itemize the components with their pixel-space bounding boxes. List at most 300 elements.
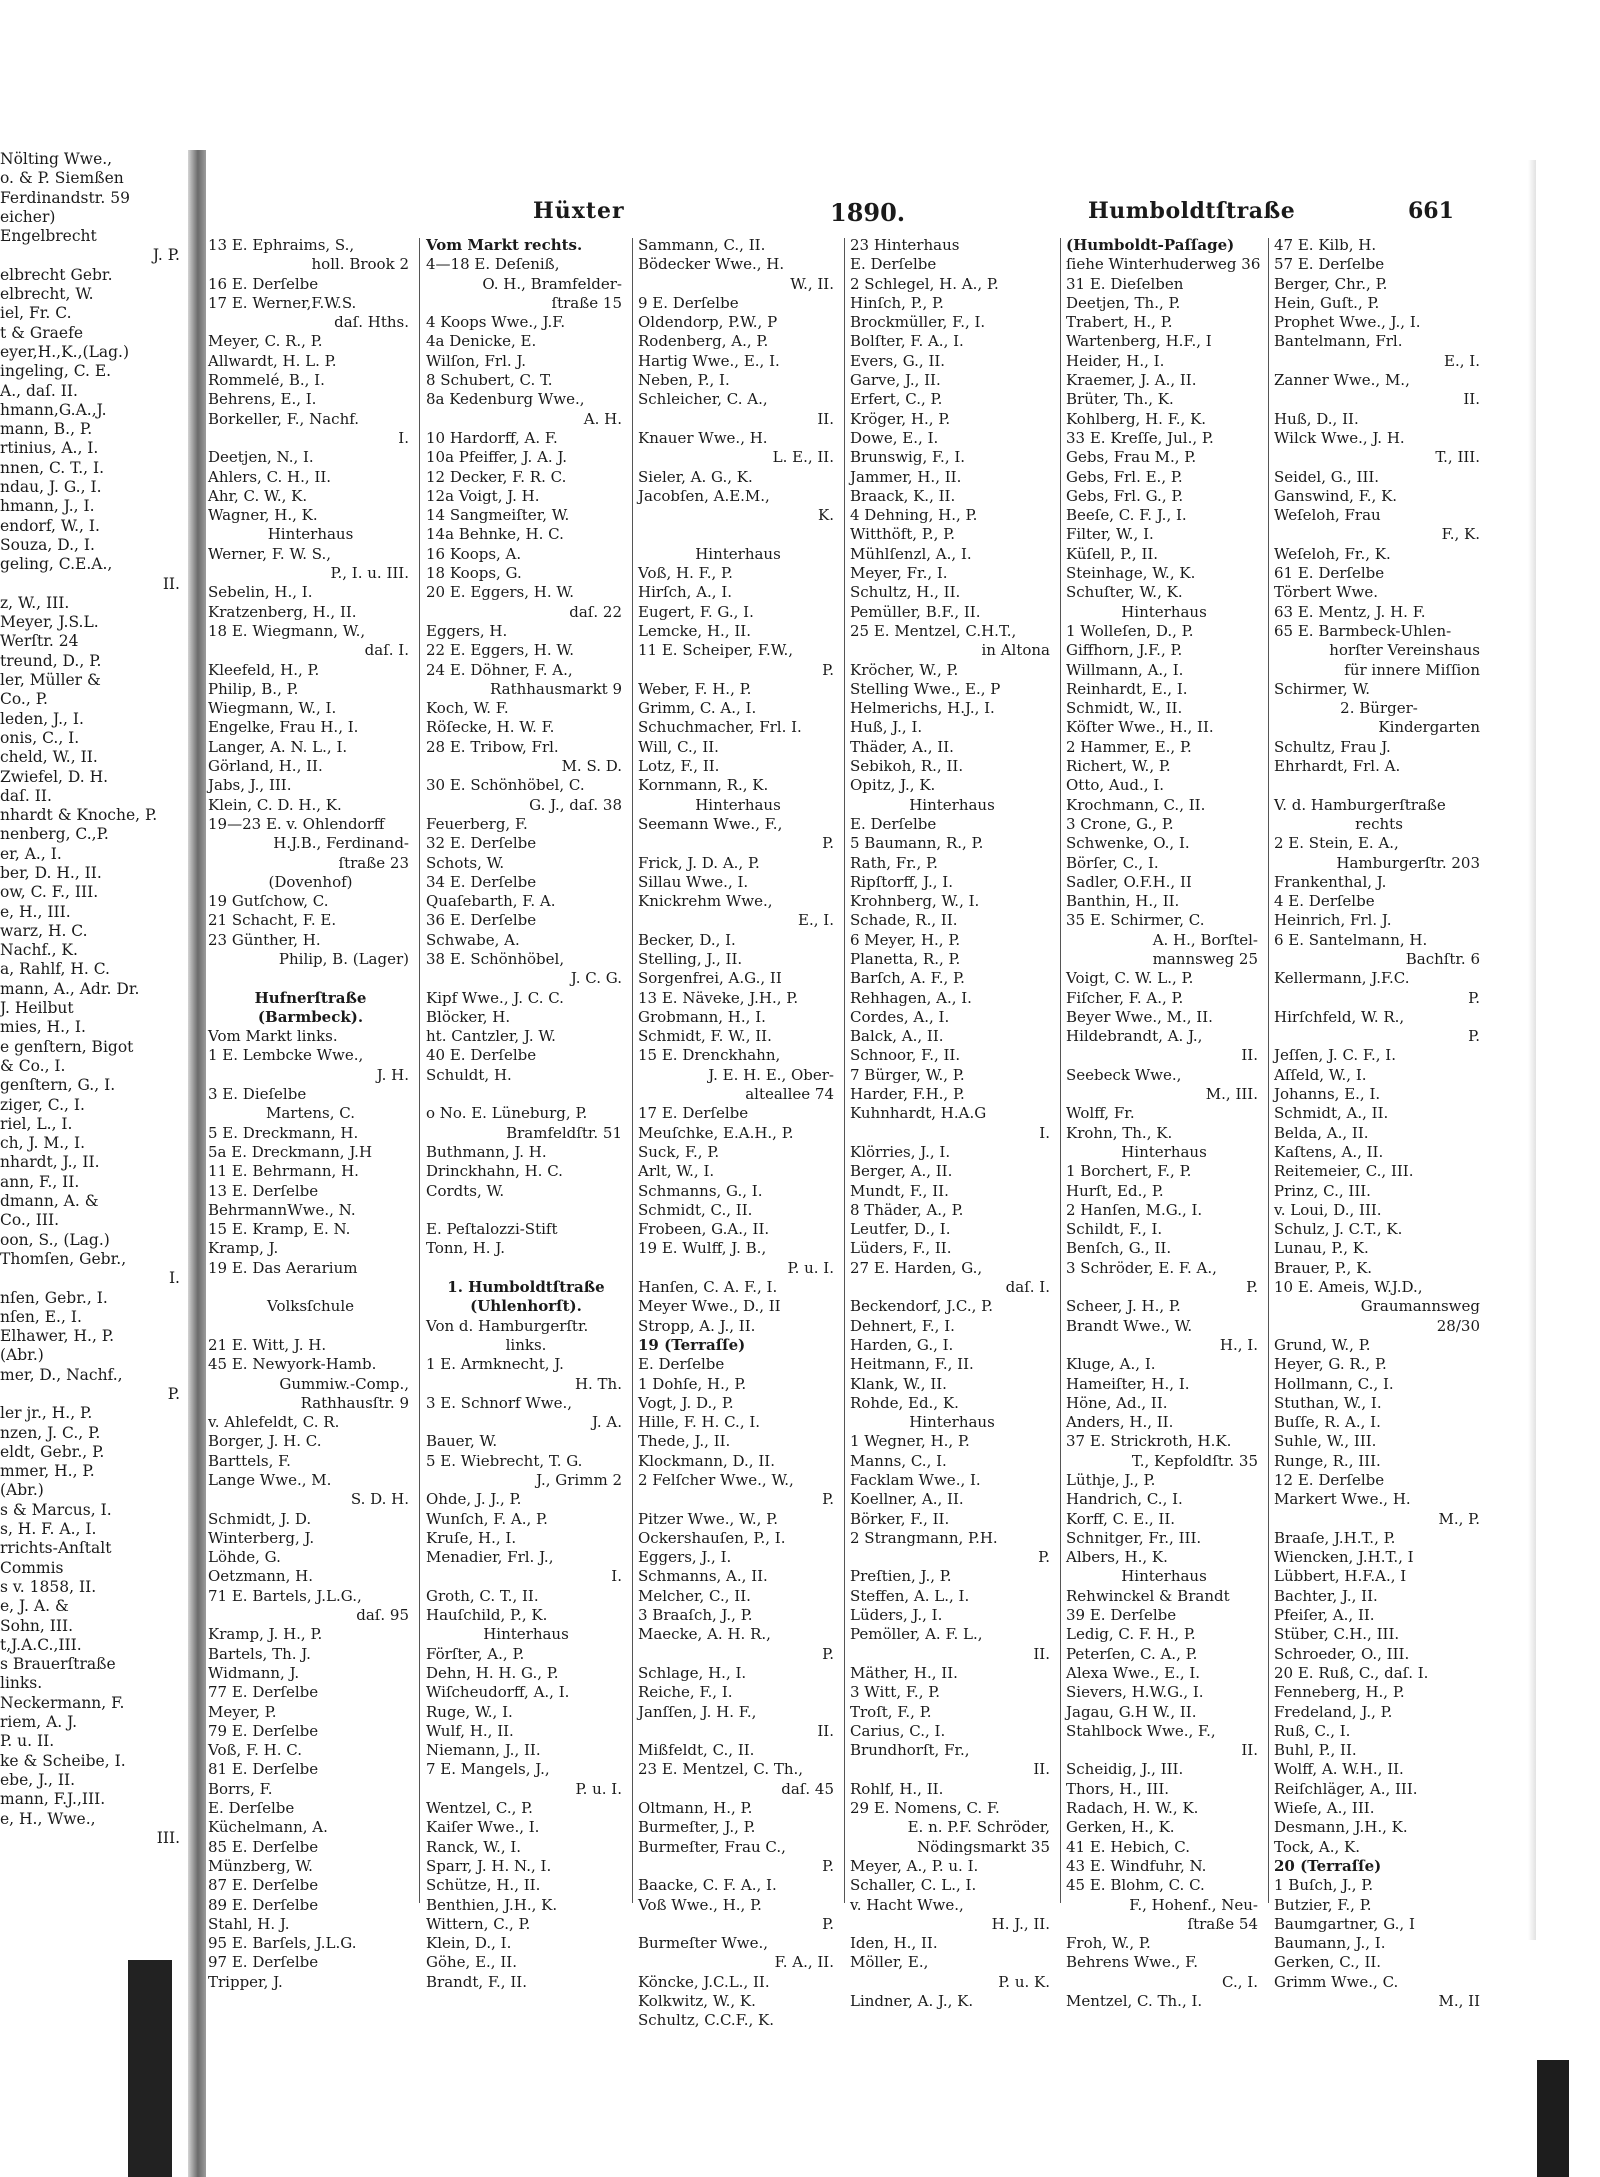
directory-entry-line: Preſtien, J., P. xyxy=(850,1567,952,1586)
directory-entry-line: 18 E. Wiegmann, W., xyxy=(208,621,366,640)
directory-entry-line: 13 E. Ephraims, S., xyxy=(208,236,355,254)
directory-entry-line: 5 Baumann, R., P. xyxy=(850,834,984,853)
header-left-street: Hüxter xyxy=(533,198,625,224)
directory-entry-line: Wolff, A. W.H., II. xyxy=(1274,1760,1404,1779)
directory-entry-line: Küchelmann, A. xyxy=(208,1818,328,1837)
directory-entry-line: T., III. xyxy=(1435,448,1480,467)
directory-entry-line: 61 E. Derſelbe xyxy=(1274,564,1385,583)
directory-entry-line: Filter, W., I. xyxy=(1066,525,1154,544)
directory-entry-line: Sammann, C., II. xyxy=(638,236,766,254)
directory-entry-line: Lindner, A. J., K. xyxy=(850,1992,974,2011)
directory-entry-line: 2 Hammer, E., P. xyxy=(1066,737,1192,756)
directory-entry-line: Buſſe, R. A., I. xyxy=(1274,1413,1381,1432)
directory-entry-line: Willmann, A., I. xyxy=(1066,660,1184,679)
directory-entry-line: 17 E. Werner,F.W.S. xyxy=(208,293,357,312)
directory-entry-line: Ruge, W., I. xyxy=(426,1702,513,1721)
facing-page-line: ebe, J., II. xyxy=(0,1770,76,1789)
directory-entry-line: Ledig, C. F. H., P. xyxy=(1066,1625,1196,1644)
directory-entry-line: 23 Hinterhaus xyxy=(850,236,960,254)
directory-entry-line: 14a Behnke, H. C. xyxy=(426,525,564,544)
directory-entry-line: Blöcker, H. xyxy=(426,1007,511,1026)
directory-entry-line: Frobeen, G.A., II. xyxy=(638,1220,770,1239)
directory-entry-line: 6 Meyer, H., P. xyxy=(850,930,961,949)
directory-entry-line: Frankenthal, J. xyxy=(1274,872,1387,891)
facing-page-line: s & Marcus, I. xyxy=(0,1500,112,1519)
directory-entry-line: Stahlbock Wwe., F., xyxy=(1066,1721,1216,1740)
facing-page-line: o. & P. Siemßen xyxy=(0,169,124,188)
directory-entry-line: Lüders, J., I. xyxy=(850,1606,943,1625)
directory-entry-line: Beckendorf, J.C., P. xyxy=(850,1297,993,1316)
directory-entry-line: Berger, Chr., P. xyxy=(1274,274,1388,293)
facing-page-line: nhardt, J., II. xyxy=(0,1153,100,1172)
directory-entry-line: Burmeſter, J., P. xyxy=(638,1818,756,1837)
directory-entry-line: Hanſen, C. A. F., I. xyxy=(638,1278,778,1297)
directory-entry-line xyxy=(1274,776,1484,795)
directory-entry-line: 77 E. Derſelbe xyxy=(208,1683,319,1702)
directory-entry-line: 28/30 xyxy=(1436,1316,1480,1335)
directory-entry-line: Kramp, J. xyxy=(208,1239,279,1258)
directory-entry-line: Maecke, A. H. R., xyxy=(638,1625,771,1644)
directory-entry-line: 1 Buſch, J., P. xyxy=(1274,1876,1374,1895)
facing-page-line: t & Graefe xyxy=(0,323,83,342)
directory-entry-line: ht. Cantzler, J. W. xyxy=(426,1027,556,1046)
directory-entry-line: Anders, H., II. xyxy=(1066,1413,1174,1432)
directory-entry-line: Steinhage, W., K. xyxy=(1066,564,1196,583)
directory-entry-line: 3 E. Schnorf Wwe., xyxy=(426,1393,572,1412)
facing-page-line: ber, D. H., II. xyxy=(0,863,102,882)
directory-entry-line: Sebelin, H., I. xyxy=(208,583,313,602)
facing-page-line: mann, B., P. xyxy=(0,420,93,439)
directory-entry-line: 27 E. Harden, G., xyxy=(850,1258,983,1277)
directory-entry-line: Planetta, R., P. xyxy=(850,949,961,968)
facing-page-line: II. xyxy=(162,574,180,593)
directory-entry-line: Allwardt, H. L. P. xyxy=(208,351,337,370)
directory-entry-line: P. u. I. xyxy=(575,1779,622,1798)
directory-entry-line: Rohlf, H., II. xyxy=(850,1779,944,1798)
facing-page-line: ch, J. M., I. xyxy=(0,1134,86,1153)
directory-entry-line: P., I. u. III. xyxy=(330,564,409,583)
directory-entry-line: Kramp, J. H., P. xyxy=(208,1625,323,1644)
facing-page-line: onis, C., I. xyxy=(0,728,80,747)
directory-entry-line: Bantelmann, Frl. xyxy=(1274,332,1403,351)
directory-entry-line: Tripper, J. xyxy=(208,1972,283,1991)
directory-entry-line: Seidel, G., III. xyxy=(1274,467,1380,486)
directory-entry-line: Jeſſen, J. C. F., I. xyxy=(1274,1046,1396,1065)
directory-entry-line: 8a Kedenburg Wwe., xyxy=(426,390,585,409)
directory-entry-line: P. xyxy=(1468,1027,1480,1046)
directory-entry-line: 3 E. Dieſelbe xyxy=(208,1085,307,1104)
facing-page-line: leden, J., I. xyxy=(0,709,84,728)
directory-entry-line: Rohde, Ed., K. xyxy=(850,1393,959,1412)
directory-entry-line: Hildebrandt, A. J., xyxy=(1066,1027,1203,1046)
directory-entry-line: daſ. 22 xyxy=(569,602,622,621)
binding-strip xyxy=(128,1960,172,2177)
directory-entry-line: 12 Decker, F. R. C. xyxy=(426,467,567,486)
directory-entry-line: Pitzer Wwe., W., P. xyxy=(638,1509,778,1528)
directory-entry-line: Ohde, J. J., P. xyxy=(426,1490,522,1509)
facing-page-line: Neckermann, F. xyxy=(0,1693,125,1712)
directory-entry-line: A. H., Borſtel- xyxy=(1152,930,1258,949)
directory-entry-line: Desmann, J.H., K. xyxy=(1274,1818,1408,1837)
column-divider xyxy=(1268,238,1269,1903)
directory-entry-line: Schnoor, F., II. xyxy=(850,1046,961,1065)
directory-entry-line: Reinhardt, E., I. xyxy=(1066,679,1188,698)
directory-entry-line: Widmann, J. xyxy=(208,1663,300,1682)
directory-entry-line: Klein, C. D. H., K. xyxy=(208,795,342,814)
directory-entry-line: Dehnert, F., I. xyxy=(850,1316,955,1335)
directory-entry-line: J. H. xyxy=(376,1065,409,1084)
directory-entry-line: Handrich, C., I. xyxy=(1066,1490,1183,1509)
directory-entry-line: Brauer, P., K. xyxy=(1274,1258,1373,1277)
directory-entry-line: Hirſchfeld, W. R., xyxy=(1274,1007,1405,1026)
directory-entry-line: I. xyxy=(611,1567,622,1586)
directory-entry-line: ſtraße 23 xyxy=(338,853,409,872)
facing-page-line: nnen, C. T., I. xyxy=(0,458,105,477)
directory-entry-line: Balck, A., II. xyxy=(850,1027,944,1046)
directory-entry-line: 32 E. Derſelbe xyxy=(426,834,537,853)
directory-entry-line: Prophet Wwe., J., I. xyxy=(1274,313,1421,332)
column-divider xyxy=(419,238,420,1903)
directory-entry-line: 63 E. Mentz, J. H. F. xyxy=(1274,602,1426,621)
directory-entry-line: Lemcke, H., II. xyxy=(638,621,751,640)
directory-entry-line: 1 Wolleſen, D., P. xyxy=(1066,621,1194,640)
directory-entry-line: E. n. P.F. Schröder, xyxy=(907,1818,1050,1837)
directory-entry-line: 3 Schröder, E. F. A., xyxy=(1066,1258,1217,1277)
directory-entry-line: Stelling, J., II. xyxy=(638,949,743,968)
directory-entry-line: 19 E. Das Aerarium xyxy=(208,1258,358,1277)
facing-page-line: ler jr., H., P. xyxy=(0,1404,93,1423)
facing-page-line: t,J.A.C.,III. xyxy=(0,1635,82,1654)
directory-entry-line: I. xyxy=(1039,1123,1050,1142)
directory-entry-line: Sievers, H.W.G., I. xyxy=(1066,1683,1204,1702)
directory-entry-line: Zanner Wwe., M., xyxy=(1274,371,1410,390)
directory-entry-line: daſ. I. xyxy=(364,641,409,660)
directory-entry-line: 20 E. Eggers, H. W. xyxy=(426,583,574,602)
directory-entry-line: Koellner, A., II. xyxy=(850,1490,964,1509)
directory-entry-line: daſ. 95 xyxy=(356,1606,409,1625)
directory-entry-line: horſter Vereinshaus xyxy=(1329,641,1480,660)
facing-page-line: Nölting Wwe., xyxy=(0,150,113,168)
facing-page-line: Sohn, III. xyxy=(0,1616,74,1635)
directory-entry-line: Hirſch, A., I. xyxy=(638,583,733,602)
facing-page-line: genſtern, G., I. xyxy=(0,1076,116,1095)
directory-entry-line: P. u. K. xyxy=(998,1972,1050,1991)
directory-entry-line: Witthöft, P., P. xyxy=(850,525,955,544)
directory-entry-line: 1. Humboldtſtraße xyxy=(447,1278,605,1297)
facing-page-line: warz, H. C. xyxy=(0,921,88,940)
directory-entry-line: Reiſchläger, A., III. xyxy=(1274,1779,1418,1798)
directory-entry-line: Neben, P., I. xyxy=(638,371,730,390)
directory-entry-line: H.J.B., Ferdinand- xyxy=(273,834,409,853)
directory-entry-line xyxy=(638,525,838,544)
facing-page-line: nſen, Gebr., I. xyxy=(0,1288,108,1307)
directory-entry-line: Cordts, W. xyxy=(426,1181,505,1200)
directory-entry-line: Brandt, F., II. xyxy=(426,1972,527,1991)
directory-entry-line: Stahl, H. J. xyxy=(208,1914,290,1933)
directory-entry-line: Grimm Wwe., C. xyxy=(1274,1972,1399,1991)
directory-entry-line: Krohnberg, W., I. xyxy=(850,892,980,911)
directory-entry-line: Ripſtorff, J., I. xyxy=(850,872,953,891)
directory-entry-line: E. Derſelbe xyxy=(850,255,937,274)
directory-entry-line: M., P. xyxy=(1438,1509,1480,1528)
directory-entry-line: 28 E. Tribow, Frl. xyxy=(426,737,559,756)
directory-entry-line: Reiche, F., I. xyxy=(638,1683,733,1702)
column-divider xyxy=(1060,238,1061,1903)
directory-entry-line: Hauſchild, P., K. xyxy=(426,1606,548,1625)
directory-entry-line: Schuſter, W., K. xyxy=(1066,583,1183,602)
facing-page-line: s Brauerſtraße xyxy=(0,1655,116,1674)
directory-entry-line: II. xyxy=(1033,1644,1050,1663)
directory-entry-line: Hinterhaus xyxy=(909,795,995,814)
directory-entry-line: 57 E. Derſelbe xyxy=(1274,255,1385,274)
directory-entry-line: Pfeiſer, A., II. xyxy=(1274,1606,1375,1625)
directory-entry-line: 13 E. Näveke, J.H., P. xyxy=(638,988,799,1007)
directory-entry-line: Heitmann, F., II. xyxy=(850,1355,974,1374)
directory-entry-line: Bauer, W. xyxy=(426,1432,498,1451)
directory-entry-line xyxy=(208,1317,413,1336)
directory-entry-line: Langer, A. N. L., I. xyxy=(208,737,348,756)
directory-entry-line: E. Derſelbe xyxy=(208,1799,295,1818)
directory-entry-line: Ockershauſen, P., I. xyxy=(638,1528,786,1547)
directory-entry-line: Kaſtens, A., II. xyxy=(1274,1142,1384,1161)
facing-page-line: ziger, C., I. xyxy=(0,1095,85,1114)
directory-entry-line: T., Kepfoldſtr. 35 xyxy=(1131,1451,1258,1470)
directory-entry-line: Fredeland, J., P. xyxy=(1274,1702,1393,1721)
directory-entry-line: für innere Miſſion xyxy=(1344,660,1480,679)
directory-entry-line: Nödingsmarkt 35 xyxy=(917,1837,1050,1856)
directory-entry-line: Schwabe, A. xyxy=(426,930,520,949)
directory-entry-line: Meyer Wwe., D., II xyxy=(638,1297,781,1316)
directory-entry-line: 17 E. Derſelbe xyxy=(638,1104,749,1123)
directory-entry-line: 23 Günther, H. xyxy=(208,930,321,949)
facing-page-line: mies, H., I. xyxy=(0,1018,86,1037)
directory-entry-line: Wentzel, C., P. xyxy=(426,1799,533,1818)
directory-entry-line: o No. E. Lüneburg, P. xyxy=(426,1104,588,1123)
facing-page-line: III. xyxy=(156,1828,180,1847)
facing-page-line: Co., III. xyxy=(0,1211,59,1230)
directory-entry-line: Meyer, Fr., I. xyxy=(850,564,948,583)
directory-entry-line: Schmidt, J. D. xyxy=(208,1509,312,1528)
page-header xyxy=(208,198,1513,238)
facing-page-line: nenberg, C.,P. xyxy=(0,825,109,844)
header-right-street: Humboldtſtraße xyxy=(1088,198,1296,224)
directory-entry-line: Oldendorp, P.W., P xyxy=(638,313,778,332)
directory-entry-line: Hamburgerſtr. 203 xyxy=(1336,853,1480,872)
directory-entry-line: Meyer, P. xyxy=(208,1702,277,1721)
directory-entry-line: 2 Schlegel, H. A., P. xyxy=(850,274,999,293)
directory-entry-line: holl. Brook 2 xyxy=(311,255,409,274)
directory-entry-line: 65 E. Barmbeck-Uhlen- xyxy=(1274,621,1452,640)
directory-entry-line: Kornmann, R., K. xyxy=(638,776,769,795)
directory-entry-line: Hinterhaus xyxy=(695,795,781,814)
directory-entry-line: Suck, F., P. xyxy=(638,1142,720,1161)
directory-entry-line: Trabert, H., P. xyxy=(1066,313,1173,332)
directory-entry-line: P. xyxy=(822,1914,834,1933)
directory-entry-line: 45 E. Newyork-Hamb. xyxy=(208,1355,377,1374)
facing-page-line: z, W., III. xyxy=(0,593,70,612)
directory-entry-line xyxy=(208,969,413,988)
directory-entry-line: Lüders, F., II. xyxy=(850,1239,952,1258)
facing-page-line: Co., P. xyxy=(0,690,48,709)
directory-entry-line: Kröger, H., P. xyxy=(850,409,951,428)
directory-entry-line: Radach, H. W., K. xyxy=(1066,1799,1199,1818)
facing-page-line: riem, A. J. xyxy=(0,1713,78,1732)
directory-entry-line: Wilſon, Frl. J. xyxy=(426,351,527,370)
directory-entry-line: Hein, Guſt., P. xyxy=(1274,293,1380,312)
directory-entry-line: Röſecke, H. W. F. xyxy=(426,718,555,737)
directory-entry-line: Gebs, Frl. E., P. xyxy=(1066,467,1183,486)
directory-entry-line: Baumgartner, G., I xyxy=(1274,1914,1415,1933)
facing-page-line: hmann,G.A.,J. xyxy=(0,400,107,419)
directory-entry-line: 1 Dohſe, H., P. xyxy=(638,1374,747,1393)
directory-entry-line: Barſch, A. F., P. xyxy=(850,969,965,988)
directory-entry-line: 10 Hardorff, A. F. xyxy=(426,428,558,447)
directory-entry-line: Quaſebarth, F. A. xyxy=(426,892,556,911)
directory-entry-line: 6 E. Santelmann, H. xyxy=(1274,930,1428,949)
directory-entry-line: 1 E. Lembcke Wwe., xyxy=(208,1046,364,1065)
directory-entry-line: Johanns, E., I. xyxy=(1274,1085,1381,1104)
directory-entry-line: Weber, F. H., P. xyxy=(638,679,752,698)
directory-entry-line: Braaſe, J.H.T., P. xyxy=(1274,1528,1396,1547)
facing-page-fragment xyxy=(0,150,190,1940)
directory-entry-line: Ruß, C., I. xyxy=(1274,1721,1351,1740)
directory-entry-line: Schultz, Frau J. xyxy=(1274,737,1391,756)
facing-page-line: Engelbrecht xyxy=(0,227,97,246)
directory-entry-line: Runge, R., III. xyxy=(1274,1451,1381,1470)
facing-page-line: J. Heilbut xyxy=(0,999,74,1018)
directory-entry-line: E., I. xyxy=(1444,351,1480,370)
directory-entry-line: Kluge, A., I. xyxy=(1066,1355,1156,1374)
directory-entry-line: rechts xyxy=(1355,814,1403,833)
directory-entry-line: Menadier, Frl. J., xyxy=(426,1548,554,1567)
directory-entry-line: 3 Braaſch, J., P. xyxy=(638,1606,753,1625)
directory-entry-line: Janſſen, J. H. F., xyxy=(638,1702,757,1721)
directory-entry-line: II. xyxy=(1033,1760,1050,1779)
directory-entry-line: Albers, H., K. xyxy=(1066,1548,1168,1567)
directory-entry-line: Börſer, C., I. xyxy=(1066,853,1159,872)
directory-entry-line: Hurſt, Ed., P. xyxy=(1066,1181,1164,1200)
directory-entry-line: 3 Witt, F., P. xyxy=(850,1683,941,1702)
directory-entry-line: Krohn, Th., K. xyxy=(1066,1123,1173,1142)
facing-page-line: Thomſen, Gebr., xyxy=(0,1249,127,1268)
directory-entry-line: Grund, W., P. xyxy=(1274,1335,1371,1354)
directory-entry-line: Meyer, C. R., P. xyxy=(208,332,323,351)
directory-entry-line: 33 E. Kreſſe, Jul., P. xyxy=(1066,428,1214,447)
directory-entry-line: Graumannsweg xyxy=(1360,1297,1480,1316)
directory-entry-line: Pemöller, A. F. L., xyxy=(850,1625,983,1644)
facing-page-line: eyer,H.,K.,(Lag.) xyxy=(0,342,130,361)
directory-entry-line: Brandt Wwe., W. xyxy=(1066,1316,1193,1335)
directory-entry-line: Dowe, E., I. xyxy=(850,428,939,447)
facing-page-line: treund, D., P. xyxy=(0,651,102,670)
directory-entry-line: links. xyxy=(505,1335,547,1354)
directory-entry-line: Rehwinckel & Brandt xyxy=(1066,1586,1230,1605)
facing-page-line: s v. 1858, II. xyxy=(0,1577,97,1596)
facing-page-line: e genſtern, Bigot xyxy=(0,1037,134,1056)
directory-entry-line: Borger, J. H. C. xyxy=(208,1432,322,1451)
directory-entry-line: 19 E. Wulff, J. B., xyxy=(638,1239,767,1258)
facing-page-line: ow, C. F., III. xyxy=(0,883,99,902)
directory-entry-line: II. xyxy=(1241,1046,1258,1065)
directory-entry-line: Meuſchke, E.A.H., P. xyxy=(638,1123,794,1142)
directory-entry-line: Sparr, J. H. N., I. xyxy=(426,1856,552,1875)
directory-entry-line: Schultz, C.C.F., K. xyxy=(638,2011,775,2030)
directory-entry-line: Hinterhaus xyxy=(483,1625,569,1644)
facing-page-line: Nachf., K. xyxy=(0,941,78,960)
column-2 xyxy=(426,236,626,1991)
directory-entry-line: v. Loui, D., III. xyxy=(1274,1200,1382,1219)
directory-entry-line: Wulf, H., II. xyxy=(426,1721,514,1740)
directory-entry-line: daſ. Hths. xyxy=(334,313,409,332)
facing-page-line: ndau, J. G., I. xyxy=(0,478,102,497)
directory-entry-line: Göhe, E., II. xyxy=(426,1953,517,1972)
directory-entry-line: Sieler, A. G., K. xyxy=(638,467,753,486)
directory-entry-line: Schmidt, W., II. xyxy=(1066,699,1183,718)
directory-entry-line: Vogt, J. D., P. xyxy=(638,1393,734,1412)
directory-entry-line: Schmidt, A., II. xyxy=(1274,1104,1389,1123)
directory-entry-line: Mundt, F., II. xyxy=(850,1181,949,1200)
directory-entry-line: Buthmann, J. H. xyxy=(426,1142,547,1161)
facing-page-line: (Abr.) xyxy=(0,1346,44,1365)
directory-entry-line: 4 Koops Wwe., J.F. xyxy=(426,313,566,332)
directory-entry-line: Wiencken, J.H.T., I xyxy=(1274,1548,1414,1567)
directory-entry-line: Leutfer, D., I. xyxy=(850,1220,951,1239)
directory-entry-line: Thors, H., III. xyxy=(1066,1779,1170,1798)
directory-entry-line: 36 E. Derſelbe xyxy=(426,911,537,930)
directory-entry-line: Sillau Wwe., I. xyxy=(638,872,749,891)
directory-entry-line: Butzier, F., P. xyxy=(1274,1895,1372,1914)
facing-page-line: ingeling, C. E. xyxy=(0,362,112,381)
directory-entry-line: Facklam Wwe., I. xyxy=(850,1471,981,1489)
directory-entry-line: in Altona xyxy=(981,641,1050,660)
directory-entry-line: J., Grimm 2 xyxy=(536,1471,622,1489)
directory-entry-line: Arlt, W., I. xyxy=(638,1162,715,1181)
directory-entry-line: 2 Strangmann, P.H. xyxy=(850,1528,998,1547)
directory-entry-line: Seebeck Wwe., xyxy=(1066,1065,1182,1084)
directory-entry-line: Peterſen, C. A., P. xyxy=(1066,1644,1198,1663)
directory-entry-line: Burmeſter Wwe., xyxy=(638,1934,769,1953)
directory-entry-line: E. Peſtalozzi-Stift xyxy=(426,1220,558,1239)
directory-entry-line: 40 E. Derſelbe xyxy=(426,1046,537,1065)
directory-entry-line: Schildt, F., I. xyxy=(1066,1220,1163,1239)
directory-entry-line: Ehrhardt, Frl. A. xyxy=(1274,757,1401,776)
directory-entry-line: 7 E. Mangels, J., xyxy=(426,1760,550,1779)
directory-entry-line: Hameiſter, H., I. xyxy=(1066,1374,1190,1393)
directory-entry-line xyxy=(426,1201,626,1220)
directory-entry-line: P. xyxy=(822,1856,834,1875)
directory-entry-line: Beeſe, C. F. J., I. xyxy=(1066,506,1187,525)
directory-entry-line: H., I. xyxy=(1219,1335,1258,1354)
directory-entry-line: Schroeder, O., III. xyxy=(1274,1644,1410,1663)
directory-entry-line: Voß Wwe., H., P. xyxy=(638,1895,762,1914)
directory-entry-line: Heyer, G. R., P. xyxy=(1274,1355,1387,1374)
directory-entry-line: Eggers, J., I. xyxy=(638,1548,732,1567)
directory-entry-line: Kohlberg, H. F., K. xyxy=(1066,409,1207,428)
directory-entry-line: Hartig Wwe., E., I. xyxy=(638,351,780,370)
directory-entry-line: Kraemer, J. A., II. xyxy=(1066,371,1197,390)
directory-entry-line: 34 E. Derſelbe xyxy=(426,872,537,891)
directory-entry-line: 41 E. Hebich, C. xyxy=(1066,1837,1191,1856)
directory-entry-line: (Humboldt-Paſſage) xyxy=(1066,236,1235,254)
directory-entry-line: Harden, G., I. xyxy=(850,1335,954,1354)
directory-entry-line: Markert Wwe., H. xyxy=(1274,1490,1411,1509)
directory-entry-line: Brunswig, F., I. xyxy=(850,448,966,467)
directory-entry-line: Erfert, C., P. xyxy=(850,390,943,409)
directory-entry-line: Schnitger, Fr., III. xyxy=(1066,1528,1202,1547)
column-4 xyxy=(850,236,1054,2011)
directory-entry-line: M. S. D. xyxy=(561,757,622,776)
directory-entry-line: 39 E. Derſelbe xyxy=(1066,1606,1177,1625)
